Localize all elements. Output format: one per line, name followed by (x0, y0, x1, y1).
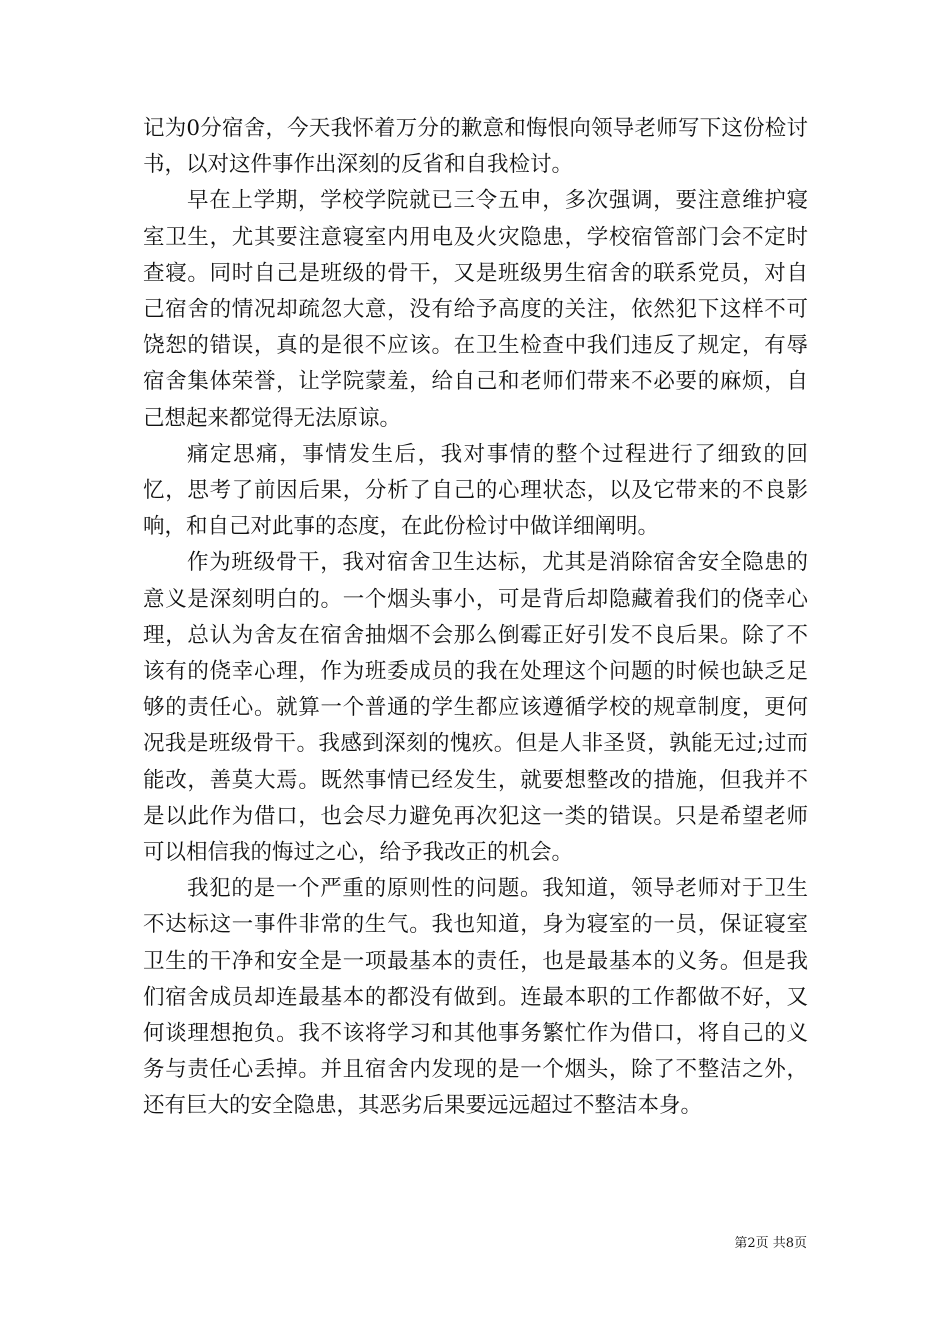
page-number-footer: 第2页 共8页 (734, 1236, 807, 1251)
paragraph-5: 我犯的是一个严重的原则性的问题。我知道，领导老师对于卫生不达标这一事件非常的生气。我也知道，身为寝室的一员，保证寝室卫生的干净和安全是一项最基本的责任，也是最基本的义务。但是我们宿舍成员却连最基本的都没有做到。连最本职的工作都做不好，又何谈理想抱负。我不该将学习和其他事务繁忙作为借口，将自己的义务与责任心丢掉。并且宿舍内发现的是一个烟头，除了不整洁之外，还有巨大的安全隐患，其恶劣后果要远远超过不整洁本身。 (143, 876, 808, 1119)
document-body (143, 111, 808, 1125)
paragraph-2: 早在上学期，学校学院就已三令五申，多次强调，要注意维护寝室卫生，尤其要注意寝室内用电及火灾隐患，学校宿管部门会不定时查寝。同时自己是班级的骨干，又是班级男生宿舍的联系党员，对自己宿舍的情况却疏忽大意，没有给予高度的关注，依然犯下这样不可饶恕的错误，真的是很不应该。在卫生检查中我们违反了规定，有辱宿舍集体荣誉，让学院蒙羞，给自己和老师们带来不必要的麻烦，自己想起来都觉得无法原谅。 (143, 188, 808, 431)
paragraph-3: 痛定思痛，事情发生后，我对事情的整个过程进行了细致的回忆，思考了前因后果，分析了自己的心理状态，以及它带来的不良影响，和自己对此事的态度，在此份检讨中做详细阐明。 (143, 441, 808, 540)
paragraph-1: 记为0分宿舍，今天我怀着万分的歉意和悔恨向领导老师写下这份检讨书，以对这件事作出深刻的反省和自我检讨。 (143, 116, 808, 178)
paragraph-4: 作为班级骨干，我对宿舍卫生达标，尤其是消除宿舍安全隐患的意义是深刻明白的。一个烟头事小，可是背后却隐藏着我们的侥幸心理，总认为舍友在宿舍抽烟不会那么倒霉正好引发不良后果。除了不该有的侥幸心理，作为班委成员的我在处理这个问题的时候也缺乏足够的责任心。就算一个普通的学生都应该遵循学校的规章制度，更何况我是班级骨干。我感到深刻的愧疚。但是人非圣贤，孰能无过;过而能改，善莫大焉。既然事情已经发生，就要想整改的措施，但我并不是以此作为借口，也会尽力避免再次犯这一类的错误。只是希望老师可以相信我的悔过之心，给予我改正的机会。 (143, 550, 808, 866)
